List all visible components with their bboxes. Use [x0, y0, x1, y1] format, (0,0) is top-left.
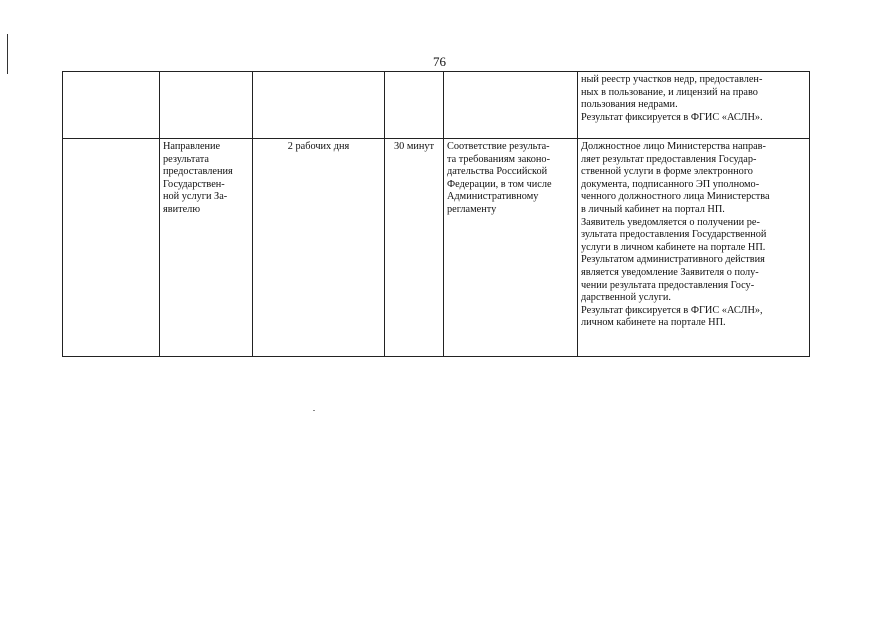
cell-result-text [578, 72, 810, 139]
text-line: дательства Российской [447, 166, 548, 178]
cell-criteria [444, 139, 578, 357]
text-line: та требованиям законо- [447, 153, 550, 165]
cell-duration: 2 рабочих дня [253, 139, 385, 357]
text-line: Результат фиксируется в ФГИС «АСЛН». [581, 111, 763, 123]
scan-speck [313, 410, 315, 411]
cell-time: 30 минут [385, 139, 444, 357]
text-line: ляет результат предоставления Государ- [581, 153, 757, 165]
text-line: ченного должностного лица Министерства [581, 191, 770, 203]
text-line: чении результата предоставления Госу- [581, 279, 755, 291]
procedure-table [62, 71, 810, 357]
text-line: зультата предоставления Государственной [581, 229, 767, 241]
cell-empty [253, 72, 385, 139]
text-line: Результатом административного действия [581, 254, 765, 266]
text-line: услуги в личном кабинете на портале НП. [581, 241, 766, 253]
table-row [63, 72, 810, 139]
table-row [63, 139, 810, 357]
cell-empty [444, 72, 578, 139]
text-line: ной услуги За- [163, 191, 228, 203]
text-line: предоставления [163, 166, 233, 178]
text-line: Должностное лицо Министерства направ- [581, 141, 766, 152]
text-line: Федерации, в том числе [447, 178, 552, 190]
text-line: Заявитель уведомляется о получении ре- [581, 216, 760, 228]
cell-empty [63, 72, 160, 139]
text-line: явителю [163, 203, 201, 215]
cell-action-name [160, 139, 253, 357]
page-number: 76 [433, 54, 446, 69]
text-line: Направление [163, 141, 221, 152]
cell-result-text [578, 139, 810, 357]
cell-empty [63, 139, 160, 357]
text-line: Результат фиксируется в ФГИС «АСЛН», [581, 304, 763, 316]
text-line: результата [163, 153, 209, 165]
text-line: пользования недрами. [581, 99, 678, 111]
text-line: ный реестр участков недр, предоставлен- [581, 74, 763, 85]
text-line: Соответствие результа- [447, 141, 550, 152]
text-line: в личный кабинет на портал НП. [581, 203, 725, 215]
text-line: личном кабинете на портале НП. [581, 317, 726, 329]
text-line: Административному [447, 191, 539, 203]
text-line: ных в пользование, и лицензий на право [581, 86, 758, 98]
text-line: ственной услуги в форме электронного [581, 166, 753, 178]
text-line: регламенту [447, 203, 497, 215]
text-line: документа, подписанного ЭП уполномо- [581, 178, 760, 190]
cell-empty [385, 72, 444, 139]
text-line: является уведомление Заявителя о полу- [581, 266, 759, 278]
text-line: дарственной услуги. [581, 292, 671, 304]
cell-empty [160, 72, 253, 139]
text-line: Государствен- [163, 178, 225, 190]
